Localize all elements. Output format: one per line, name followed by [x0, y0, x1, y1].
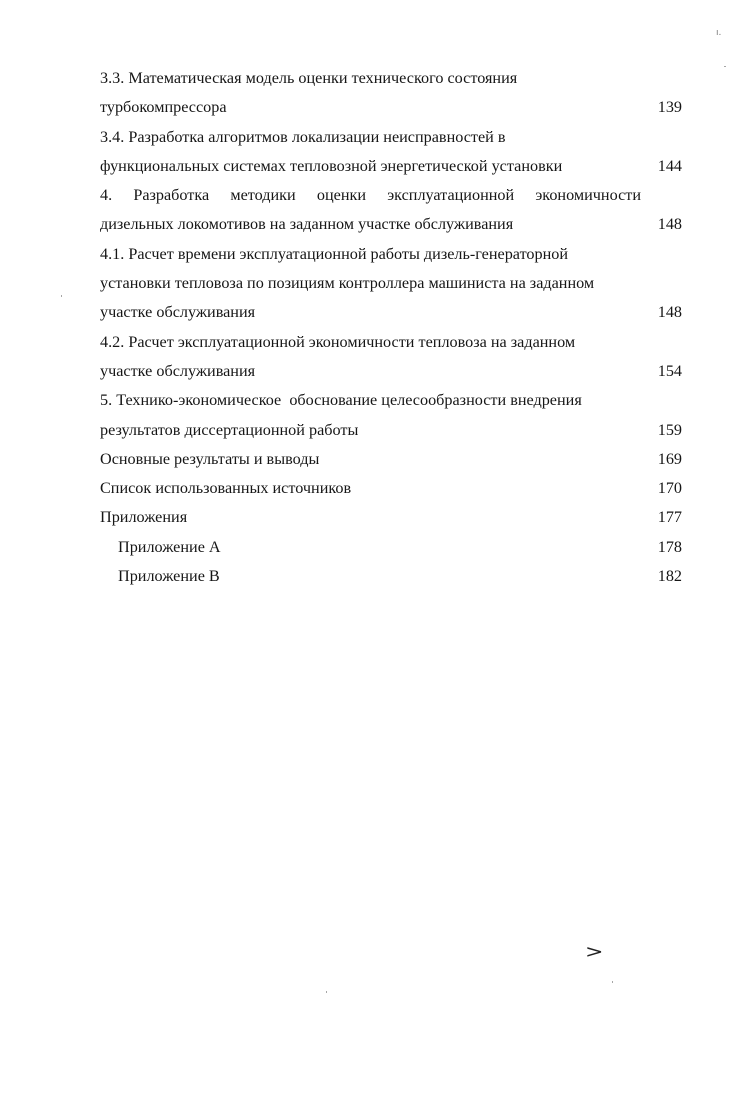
toc-entry-text: участке обслуживания [100, 303, 256, 322]
toc-sub-entry [100, 533, 682, 562]
toc-sub-entry [100, 562, 682, 591]
toc-page-number: 178 [657, 537, 682, 556]
toc-entry-text: Основные результаты и выводы [100, 449, 320, 468]
toc-entry [100, 445, 682, 474]
scan-speck [61, 295, 62, 297]
toc-entry-text: Приложения [100, 508, 188, 527]
toc-entry [100, 386, 682, 445]
toc-entry-text: 4.1. Расчет времени эксплуатационной работы дизель-генераторной [100, 244, 569, 263]
toc-entry [100, 328, 682, 387]
handwritten-arrow-mark: > [585, 942, 604, 963]
scan-speck [326, 991, 327, 993]
toc-entry-text: 3.3. Математическая модель оценки технического состояния [100, 69, 518, 87]
toc-entry-text: 4.2. Расчет эксплуатационной экономичности тепловоза на заданном [100, 332, 576, 351]
toc-sub-entry-text: Приложение А [118, 537, 221, 556]
toc-entry [100, 503, 682, 532]
toc-page-number: 177 [657, 508, 682, 527]
scan-speck [724, 66, 726, 67]
toc-entry [100, 474, 682, 503]
toc-page-number: 148 [657, 215, 682, 234]
toc-entry-text: установки тепловоза по позициям контроллера машиниста на заданном [100, 274, 595, 293]
toc-entry-text: Список использованных источников [100, 479, 352, 498]
toc-entry [100, 123, 682, 182]
toc-page-number: 148 [657, 303, 682, 322]
toc-entry [100, 181, 682, 240]
toc-entry-text: участке обслуживания [100, 361, 256, 380]
toc-entry-text: 3.4. Разработка алгоритмов локализации неисправностей в [100, 127, 506, 146]
toc-page-number: 159 [657, 420, 682, 439]
toc-entry [100, 240, 682, 328]
toc-entry-text: 5. Технико-экономическое обоснование целесообразности внедрения [100, 391, 582, 410]
corner-tick-mark: ı. [716, 28, 722, 38]
table-of-contents [100, 64, 682, 591]
toc-entry-text: функциональных системах тепловозной энергетической установки [100, 156, 563, 175]
toc-page-number: 144 [657, 156, 682, 175]
toc-page-number: 154 [657, 361, 682, 380]
toc-entry-text: дизельных локомотивов на заданном участке обслуживания [100, 215, 514, 234]
toc-entry [100, 64, 682, 123]
toc-entry-text: 4. Разработка методики оценки эксплуатационной экономичности [100, 186, 641, 205]
toc-page-number: 139 [657, 98, 682, 117]
toc-page-number: 170 [657, 479, 682, 498]
toc-page-number: 182 [657, 567, 682, 586]
toc-entry-text: турбокомпрессора [100, 98, 227, 117]
toc-page-number: 169 [657, 449, 682, 468]
scan-speck [612, 981, 613, 983]
toc-sub-entry-text: Приложение В [118, 567, 220, 586]
toc-entry-text: результатов диссертационной работы [100, 420, 359, 439]
